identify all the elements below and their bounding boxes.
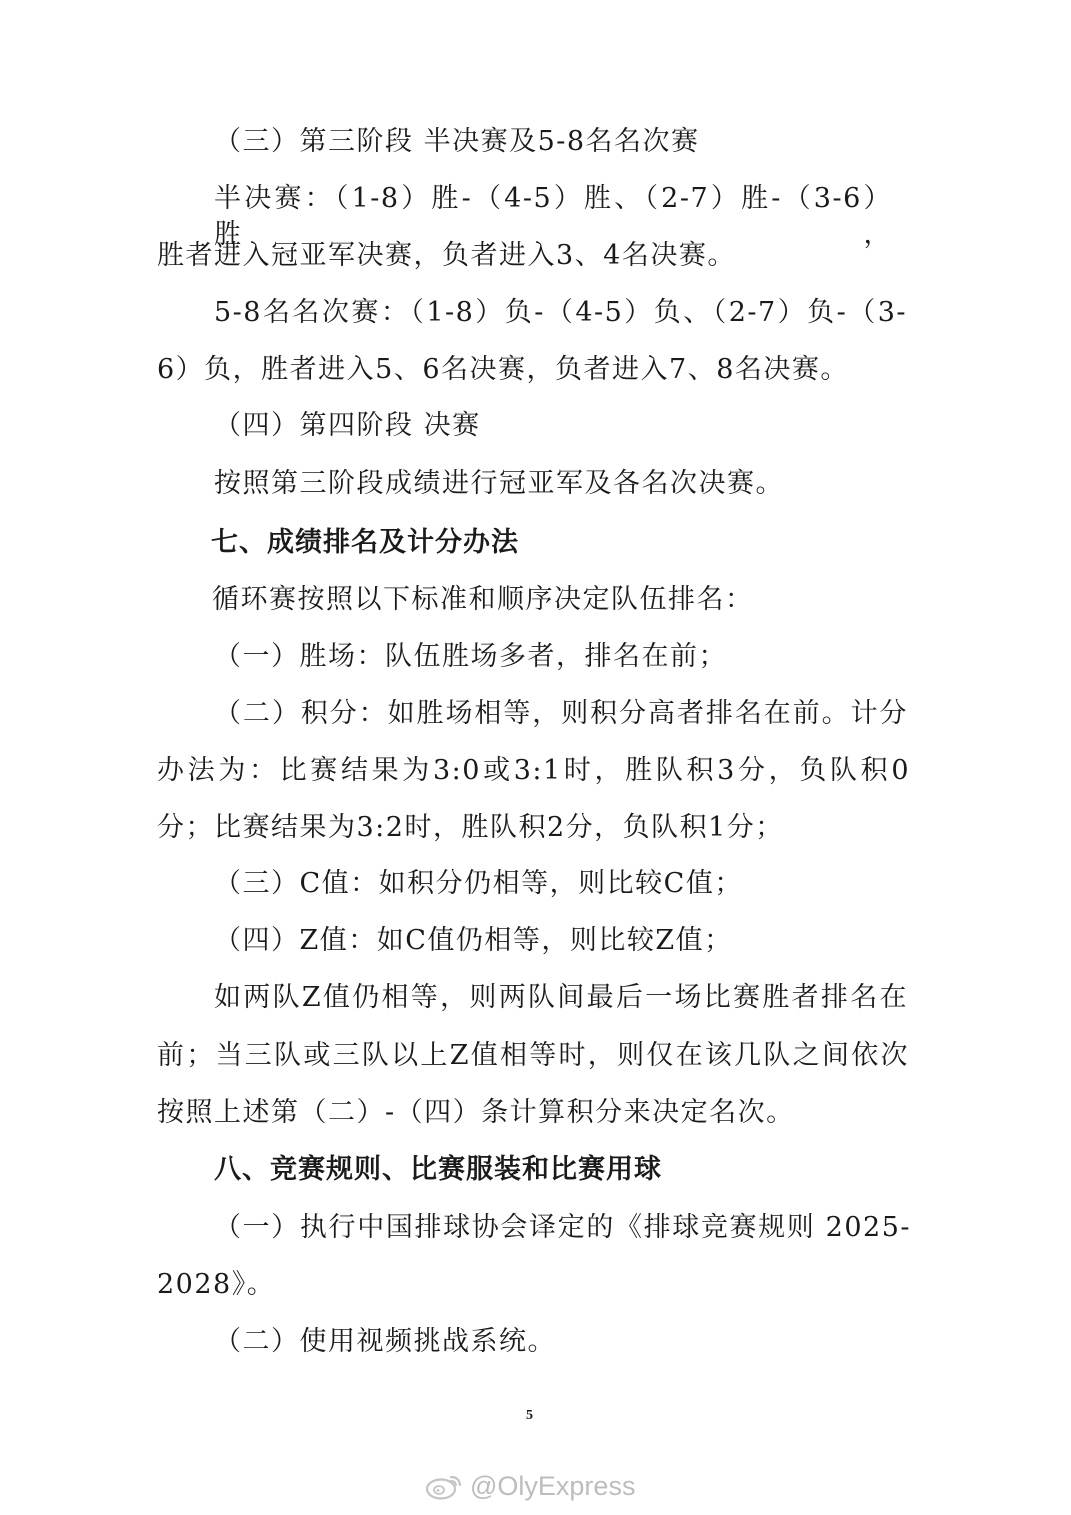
section-4-heading: （四）第四阶段 决赛 bbox=[214, 410, 481, 441]
paragraph-line: 胜者进入冠亚军决赛，负者进入3、4名决赛。 bbox=[157, 240, 736, 271]
paragraph-line: （一）执行中国排球协会译定的《排球竞赛规则 2025- bbox=[214, 1212, 911, 1243]
paragraph-line: 办法为：比赛结果为3:0或3:1时，胜队积3分，负队积0 bbox=[157, 755, 910, 786]
paragraph-line: 循环赛按照以下标准和顺序决定队伍排名： bbox=[212, 584, 754, 615]
paragraph-line: 5-8名名次赛：（1-8）负-（4-5）负、（2-7）负-（3- bbox=[214, 297, 907, 328]
weibo-logo-icon bbox=[424, 1472, 464, 1500]
paragraph-line: （三）C值：如积分仍相等，则比较C值； bbox=[214, 868, 743, 899]
paragraph-line: （二）积分：如胜场相等，则积分高者排名在前。计分 bbox=[214, 698, 908, 729]
chapter-8-heading: 八、竞赛规则、比赛服装和比赛用球 bbox=[214, 1154, 662, 1185]
paragraph-line: 2028》。 bbox=[157, 1269, 276, 1300]
page-number: 5 bbox=[526, 1408, 533, 1423]
paragraph-line: 前；当三队或三队以上Z值相等时，则仅在该几队之间依次 bbox=[157, 1040, 909, 1071]
paragraph-line: 按照第三阶段成绩进行冠亚军及各名次决赛。 bbox=[214, 468, 784, 499]
watermark bbox=[424, 1470, 635, 1502]
paragraph-line: 如两队Z值仍相等，则两队间最后一场比赛胜者排名在 bbox=[214, 982, 908, 1013]
paragraph-line: 分；比赛结果为3:2时，胜队积2分，负队积1分； bbox=[157, 812, 784, 843]
chapter-7-heading: 七、成绩排名及计分办法 bbox=[211, 527, 519, 558]
paragraph-line: （二）使用视频挑战系统。 bbox=[214, 1326, 556, 1357]
paragraph-line: 半决赛：（1-8）胜-（4-5）胜、（2-7）胜-（3-6）胜， bbox=[214, 183, 892, 250]
paragraph-line: （一）胜场：队伍胜场多者，排名在前； bbox=[214, 641, 727, 672]
section-3-heading: （三）第三阶段 半决赛及5-8名名次赛 bbox=[214, 126, 700, 157]
paragraph-line: 6）负，胜者进入5、6名决赛，负者进入7、8名决赛。 bbox=[157, 354, 849, 385]
paragraph-line: （四）Z值：如C值仍相等，则比较Z值； bbox=[214, 925, 733, 956]
paragraph-line: 按照上述第（二）-（四）条计算积分来决定名次。 bbox=[157, 1097, 795, 1128]
watermark-text: @OlyExpress bbox=[470, 1470, 636, 1501]
